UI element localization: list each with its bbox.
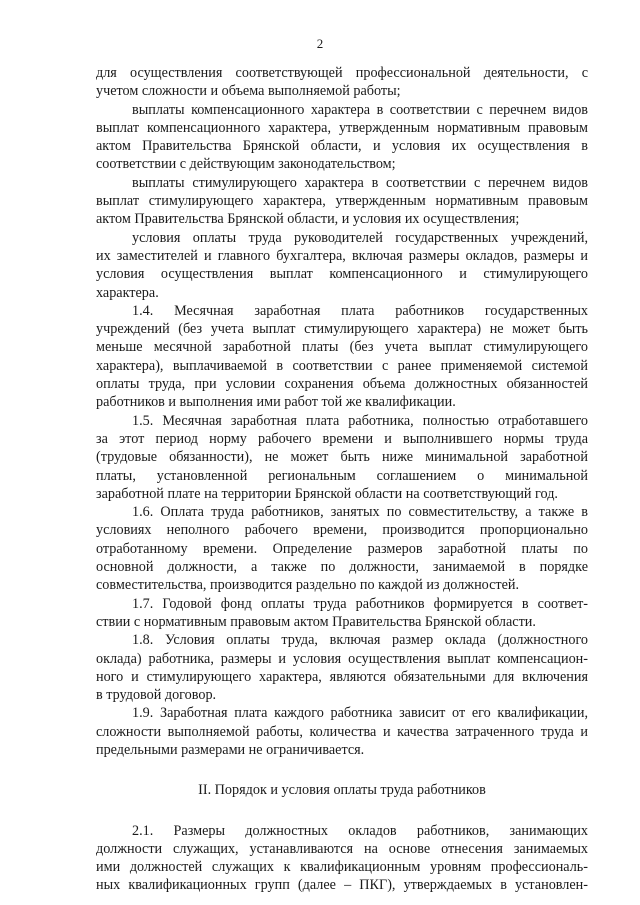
text-line: условиях неполного рабочего времени, производится пропорционально [96, 522, 588, 539]
text-line: их заместителей и главного бухгалтера, включая размеры окладов, размеры и [96, 247, 588, 264]
text-line: 1.4. Месячная заработная плата работников государственных [132, 302, 588, 319]
text-line: (трудовые обязанности), не может быть ниже минимальной заработной [96, 449, 588, 466]
text-line: 2.1. Размеры должностных окладов работников, занимающих [132, 822, 588, 839]
text-line: 1.8. Условия оплаты труда, включая размер оклада (должностного [132, 632, 588, 649]
text-line: характера), выплачиваемой в соответствии с ранее применяемой системой [96, 357, 588, 374]
text-line: характера. [96, 284, 159, 301]
text-line: работников и выполнения ими работ той же квалификации. [96, 394, 456, 411]
document-body [96, 64, 588, 895]
text-line: учетом сложности и объема выполняемой работы; [96, 83, 401, 100]
text-line: выплат компенсационного характера, утвержденным нормативным правовым [96, 119, 588, 136]
text-line: актом Правительства Брянской области, и условия их осуществления в [96, 138, 588, 155]
text-line: отработанному времени. Определение размеров заработной платы по [96, 540, 588, 557]
text-line: оплаты труда, при условии сохранения объема должностных обязанностей [96, 376, 588, 393]
text-line: 1.7. Годовой фонд оплаты труда работников формируется в соответ- [132, 595, 588, 612]
text-line: 1.9. Заработная плата каждого работника зависит от его квалификации, [132, 705, 588, 722]
text-line: оклада) работника, размеры и условия осуществления выплат компенсацион- [96, 650, 588, 667]
text-line: 1.6. Оплата труда работников, занятых по совместительству, а также в [132, 504, 588, 521]
text-line: выплаты компенсационного характера в соответствии с перечнем видов [132, 101, 588, 118]
text-line: за этот период норму рабочего времени и выполнившего нормы труда [96, 430, 588, 447]
text-line: основной должности, а также по должности, занимаемой в порядке [96, 559, 588, 576]
text-line: 1.5. Месячная заработная плата работника, полностью отработавшего [132, 412, 588, 429]
text-line: заработной плате на территории Брянской области на соответствующий год. [96, 485, 558, 502]
text-line: выплат стимулирующего характера, утвержденным нормативным правовым [96, 193, 588, 210]
text-line: условия оплаты труда руководителей государственных учреждений, [132, 229, 588, 246]
text-line: соответствии с действующим законодательством; [96, 156, 396, 173]
text-line: выплаты стимулирующего характера в соответствии с перечнем видов [132, 174, 588, 191]
section-heading: II. Порядок и условия оплаты труда работников [198, 782, 486, 799]
spacer [96, 759, 588, 781]
text-line: меньше месячной заработной платы (без учета выплат стимулирующего [96, 339, 588, 356]
text-line: ими должностей служащих к квалификационным уровням профессиональ- [96, 859, 588, 876]
text-block-section-2 [96, 822, 588, 895]
text-line: платы, установленной региональным соглашением о минимальной [96, 467, 588, 484]
text-line: ствии с нормативным правовым актом Правительства Брянской области. [96, 613, 536, 630]
text-line: актом Правительства Брянской области, и условия их осуществления; [96, 211, 520, 228]
text-line: условия осуществления выплат компенсационного и стимулирующего [96, 266, 588, 283]
text-line: совместительства, производится раздельно по каждой из должностей. [96, 577, 520, 594]
text-line: учреждений (без учета выплат стимулирующего характера) не может быть [96, 321, 588, 338]
text-line: предельными размерами не ограничивается. [96, 741, 365, 758]
spacer [96, 800, 588, 822]
text-line: ных квалификационных групп (далее – ПКГ), утверждаемых в установлен- [96, 877, 588, 894]
text-line: в трудовой договор. [96, 687, 217, 704]
text-line: сложности выполняемой работы, количества и качества затраченного труда и [96, 723, 588, 740]
text-line: для осуществления соответствующей профессиональной деятельности, с [96, 65, 588, 81]
text-line: ного и стимулирующего характера, являются обязательными для включения [96, 668, 588, 685]
text-line: должности служащих, устанавливаются на основе отнесения занимаемых [96, 840, 588, 857]
page-number: 2 [316, 36, 324, 51]
text-block-section-1 [96, 64, 588, 759]
